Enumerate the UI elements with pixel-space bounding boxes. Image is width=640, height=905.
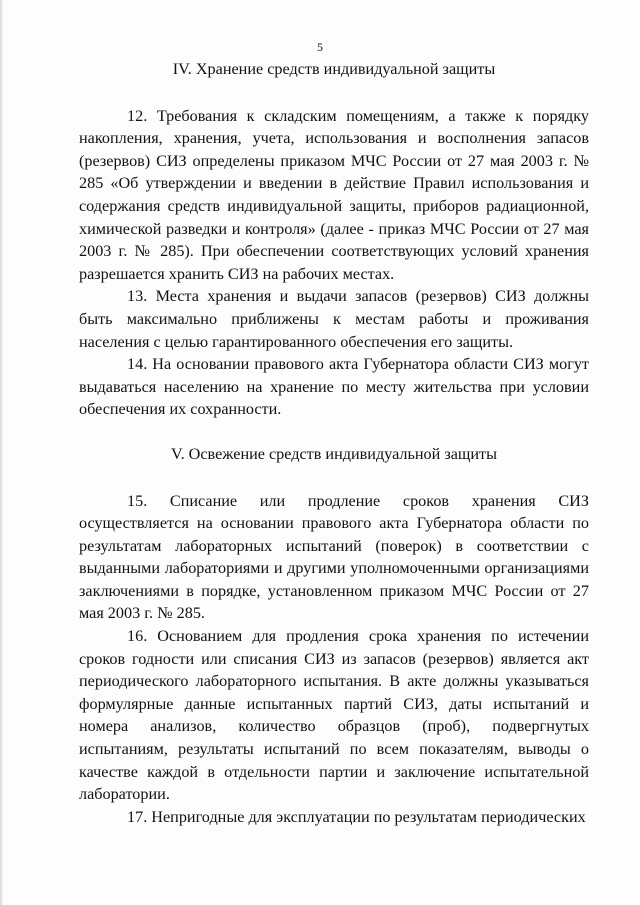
paragraph-16: 16. Основанием для продления срока хранения по истечении сроков годности или списания СИЗ из запасов (резервов) является акт периодического лабораторного испытания. В акте должны указываться формулярные данные испытанных партий СИЗ, даты испытаний и номера анализов, количество образцов (проб), подвергнутых испытаниям, результаты испытаний по всем показателям, выводы о качестве каждой в отдельности партии и заключение испытательной лаборатории. (79, 627, 589, 804)
paragraph-14: 14. На основании правового акта Губернатора области СИЗ могут выдаваться населению на хранение по месту жительства при условии обеспечения их сохранности. (79, 355, 589, 419)
paragraph-13: 13. Места хранения и выдачи запасов (резервов) СИЗ должны быть максимально приближены к местам работы и проживания населения с целью гарантированного обеспечения его защиты. (79, 287, 589, 351)
paragraph-12: 12. Требования к складским помещениям, а также к порядку накопления, хранения, учета, использования и восполнения запасов (резервов) СИЗ определены приказом МЧС России от 27 мая 2003 г. № 285 «Об утверждении и введении в действие Правил использования и содержания средств индивидуальной защиты, приборов радиационной, химической разведки и контроля» (далее - приказ МЧС России от 27 мая 2003 г. № 285). При обеспечении соответствующих условий хранения разрешается хранить СИЗ на рабочих местах. (79, 106, 589, 283)
section-heading-v: V. Освежение средств индивидуальной защиты (170, 444, 497, 463)
scan-edge (0, 0, 3, 905)
page-number: 5 (317, 40, 323, 54)
paragraph-17: 17. Непригодные для эксплуатации по результатам периодических (127, 807, 586, 826)
paragraph-15: 15. Списание или продление сроков хранения СИЗ осуществляется на основании правового акта Губернатора области по результатам лабораторных испытаний (поверок) в соответствии с выданными лабораториями и другими уполномоченными организациями заключениями в порядке, установленном приказом МЧС России от 27 мая 2003 г. № 285. (79, 491, 589, 623)
section-heading-iv: IV. Хранение средств индивидуальной защиты (172, 60, 496, 78)
page-content (79, 58, 589, 828)
